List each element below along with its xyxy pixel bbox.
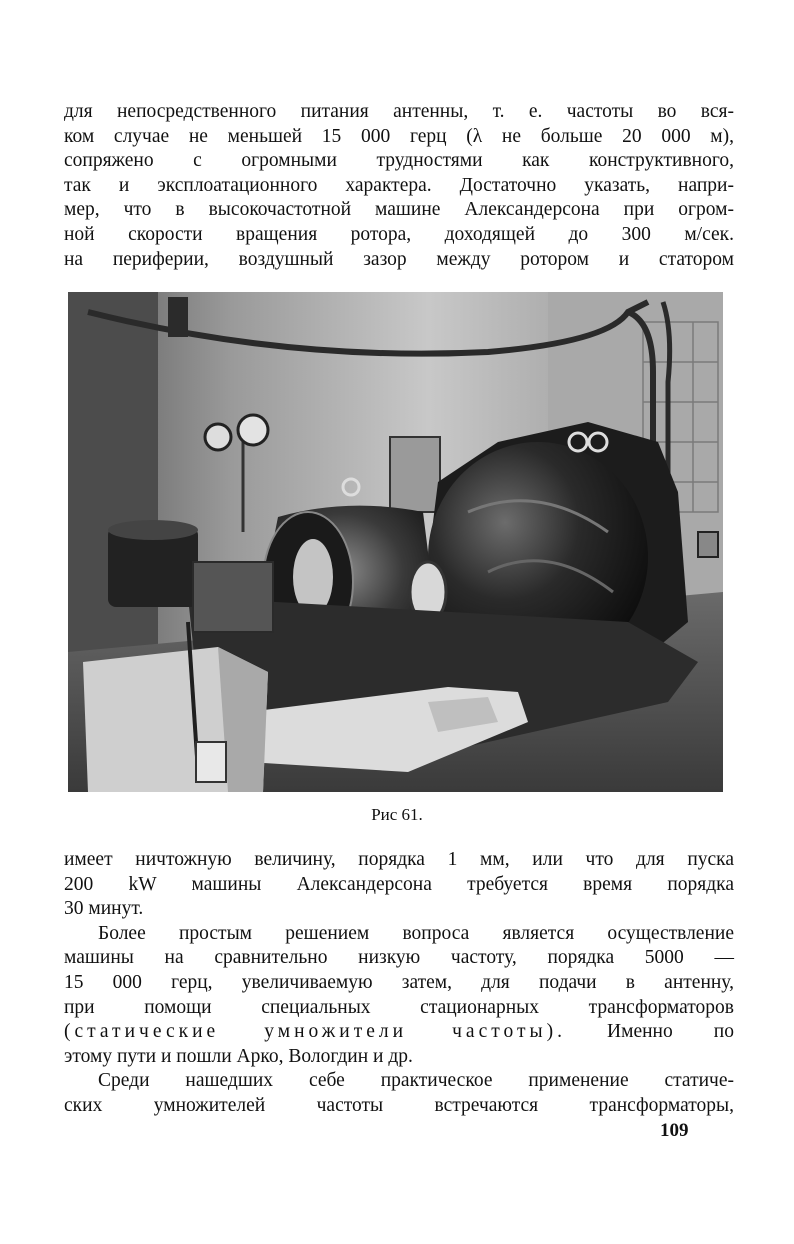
text-line: на периферии, воздушный зазор между ротором и статором bbox=[64, 248, 734, 270]
text-line: сопряжено с огромными трудностями как конструктивного, bbox=[64, 150, 734, 172]
text-line: ной скорости вращения ротора, доходящей до 300 м/сек. bbox=[64, 223, 734, 245]
text-line: ком случае не меньшей 15 000 герц (λ не больше 20 000 м), bbox=[64, 125, 734, 147]
text-line: при помощи специальных стационарных трансформаторов bbox=[64, 996, 734, 1018]
text-line: мер, что в высокочастотной машине Александерсона при огром- bbox=[64, 199, 734, 221]
text-line: этому пути и пошли Арко, Вологдин и др. bbox=[64, 1045, 413, 1067]
text-line: для непосредственного питания антенны, т. е. частоты во вся- bbox=[64, 101, 734, 122]
text-line: имеет ничтожную величину, порядка 1 мм, или что для пуска bbox=[64, 849, 734, 870]
text-line: ских умножителей частоты встречаются трансформаторы, bbox=[64, 1094, 734, 1116]
text-line: Среди нашедших себе практическое применение статиче- bbox=[98, 1070, 734, 1092]
text-line: машины на сравнительно низкую частоту, порядка 5000 — bbox=[64, 947, 734, 969]
figure-caption: Рис 61. bbox=[371, 805, 423, 824]
text-line: Более простым решением вопроса является осуществление bbox=[98, 922, 734, 944]
text-line: так и эксплоатационного характера. Достаточно указать, напри- bbox=[64, 174, 734, 196]
figure-photo-machine bbox=[68, 292, 723, 792]
text-fragment: Именно по bbox=[565, 1021, 734, 1043]
bottom-text bbox=[64, 848, 734, 1119]
spaced-term: (статические умножители частоты). bbox=[64, 1021, 566, 1043]
text-line bbox=[64, 1020, 734, 1045]
text-line: 200 kW машины Александерсона требуется время порядка bbox=[64, 873, 734, 895]
top-paragraph bbox=[64, 100, 734, 272]
text-line: 15 000 герц, увеличиваемую затем, для подачи в антенну, bbox=[64, 971, 734, 993]
text-line: 30 минут. bbox=[64, 898, 144, 920]
page-number: 109 bbox=[660, 1120, 689, 1141]
